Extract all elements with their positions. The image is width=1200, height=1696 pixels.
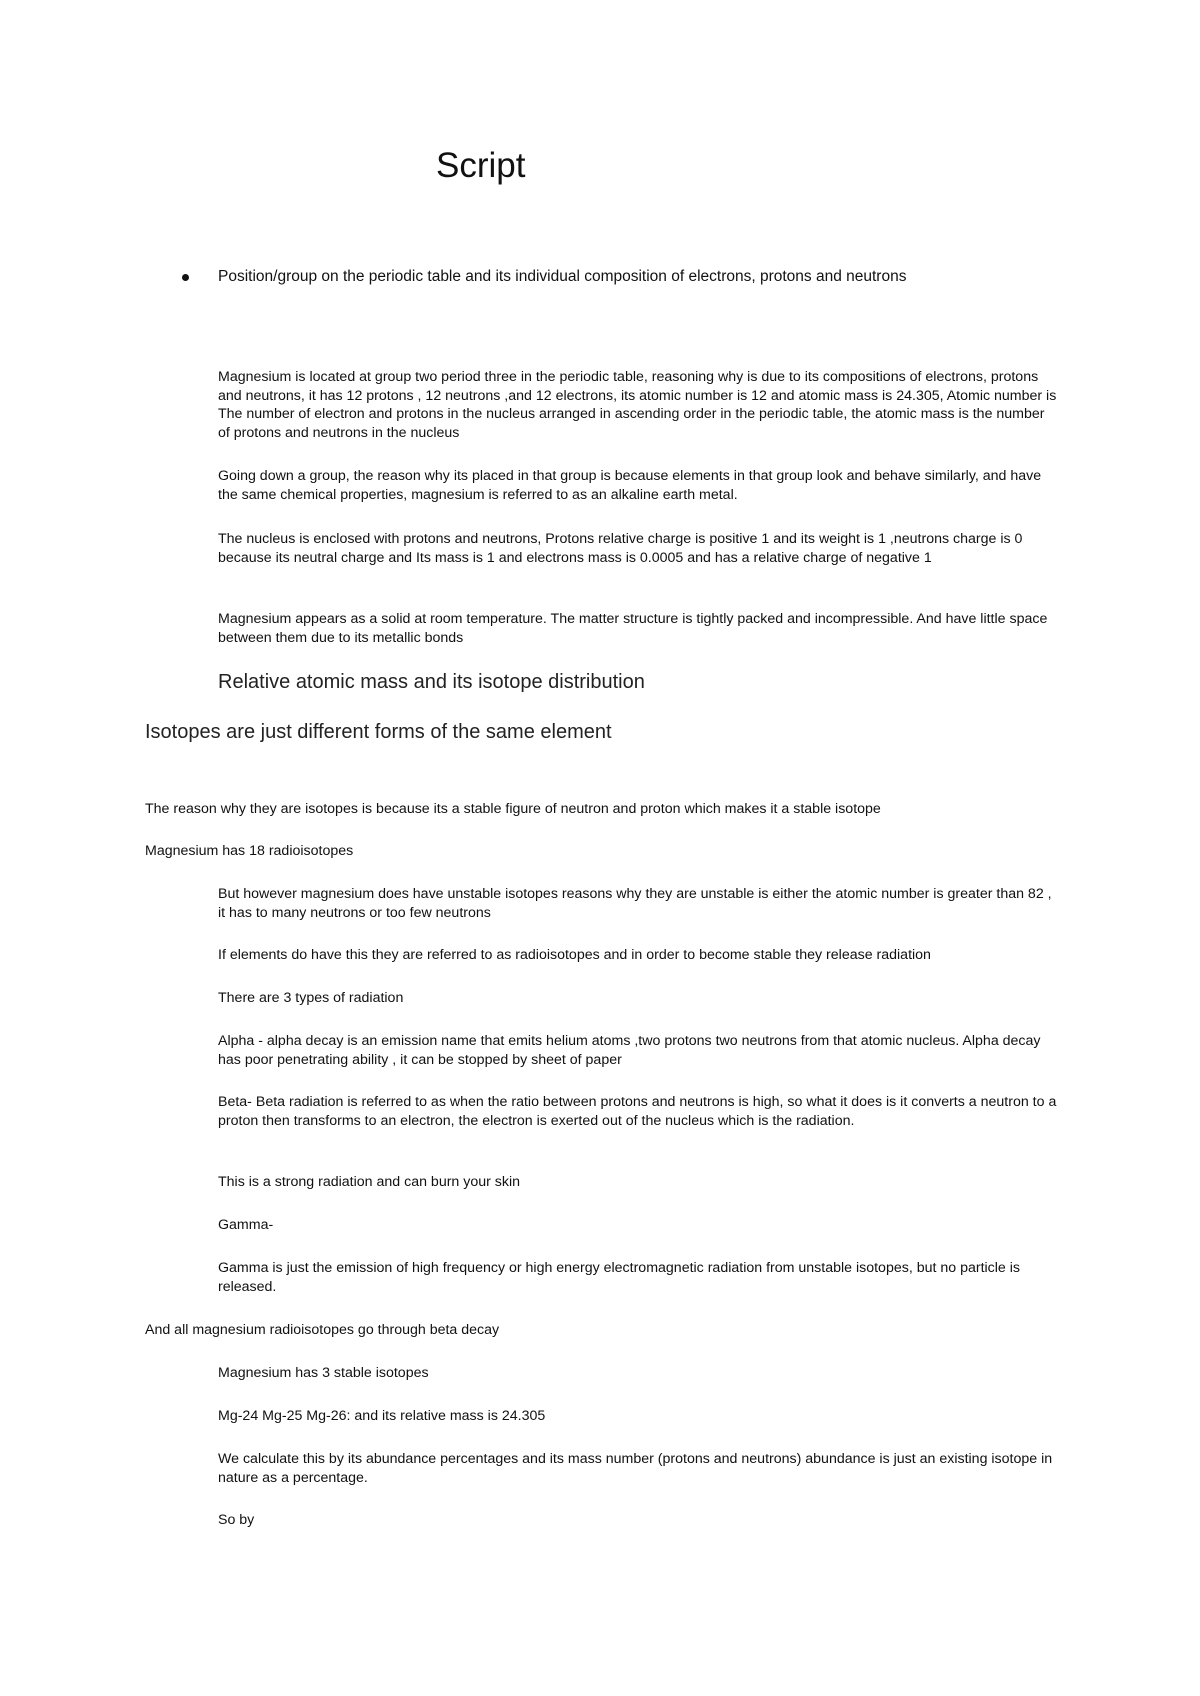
paragraph-beta: Beta- Beta radiation is referred to as when the ratio between protons and neutrons is high, so what it does is it converts a neutron to a proton then transforms to an electron, the electron is exerted out of the nucleus which is the radiation. — [218, 1094, 1057, 1129]
paragraph-strong-radiation: This is a strong radiation and can burn your skin — [218, 1174, 521, 1190]
paragraph-composition: Magnesium is located at group two period three in the periodic table, reasoning why is due to its compositions of electrons, protons and neutrons, it has 12 protons , 12 neutrons ,and 12 electrons, its atomic number is 12 and atomic mass is 24.305, Atomic number is The number of electron and protons in the nucleus arranged in ascending order in the periodic table, the atomic mass is the number of protons and neutrons in the nucleus — [218, 369, 1057, 441]
paragraph-gamma-label: Gamma- — [218, 1217, 274, 1233]
paragraph-mg-isotopes: Mg-24 Mg-25 Mg-26: and its relative mass is 24.305 — [218, 1408, 546, 1424]
heading-isotopes: Isotopes are just different forms of the same element — [145, 721, 612, 743]
paragraph-isotope-reason: The reason why they are isotopes is because its a stable figure of neutron and proton which makes it a stable isotope — [145, 801, 881, 817]
paragraph-radiation-types: There are 3 types of radiation — [218, 990, 404, 1006]
paragraph-radioisotope-count: Magnesium has 18 radioisotopes — [145, 843, 354, 859]
paragraph-state: Magnesium appears as a solid at room temperature. The matter structure is tightly packed and incompressible. And have little space between them due to its metallic bonds — [218, 611, 1048, 646]
paragraph-stable-isotopes: Magnesium has 3 stable isotopes — [218, 1365, 429, 1381]
paragraph-alpha: Alpha - alpha decay is an emission name that emits helium atoms ,two protons two neutrons from that atomic nucleus. Alpha decay has poor penetrating ability , it can be stopped by sheet of paper — [218, 1033, 1041, 1068]
heading-relative-atomic-mass: Relative atomic mass and its isotope distribution — [218, 671, 645, 693]
paragraph-unstable: But however magnesium does have unstable isotopes reasons why they are unstable is either the atomic number is greater than 82 , it has to many neutrons or too few neutrons — [218, 886, 1052, 921]
paragraph-nucleus: The nucleus is enclosed with protons and neutrons, Protons relative charge is positive 1 and its weight is 1 ,neutrons charge is 0 because its neutral charge and Its mass is 1 and electrons mass is 0.0005 and has a relative charge of negative 1 — [218, 531, 1023, 566]
paragraph-gamma: Gamma is just the emission of high frequency or high energy electromagnetic radiation from unstable isotopes, but no particle is released. — [218, 1260, 1021, 1295]
paragraph-release-radiation: If elements do have this they are referred to as radioisotopes and in order to become stable they release radiation — [218, 947, 931, 963]
paragraph-group: Going down a group, the reason why its placed in that group is because elements in that group look and behave similarly, and have the same chemical properties, magnesium is referred to as an alkaline earth metal. — [218, 468, 1042, 503]
paragraph-calculation: We calculate this by its abundance percentages and its mass number (protons and neutrons) abundance is just an existing isotope in nature as a percentage. — [218, 1451, 1053, 1486]
bullet-dot-icon — [182, 274, 189, 281]
bullet-text: Position/group on the periodic table and its individual composition of electrons, protons and neutrons — [218, 268, 907, 285]
page-title: Script — [436, 146, 526, 185]
paragraph-so-by: So by — [218, 1512, 255, 1528]
paragraph-beta-decay: And all magnesium radioisotopes go through beta decay — [145, 1322, 500, 1338]
